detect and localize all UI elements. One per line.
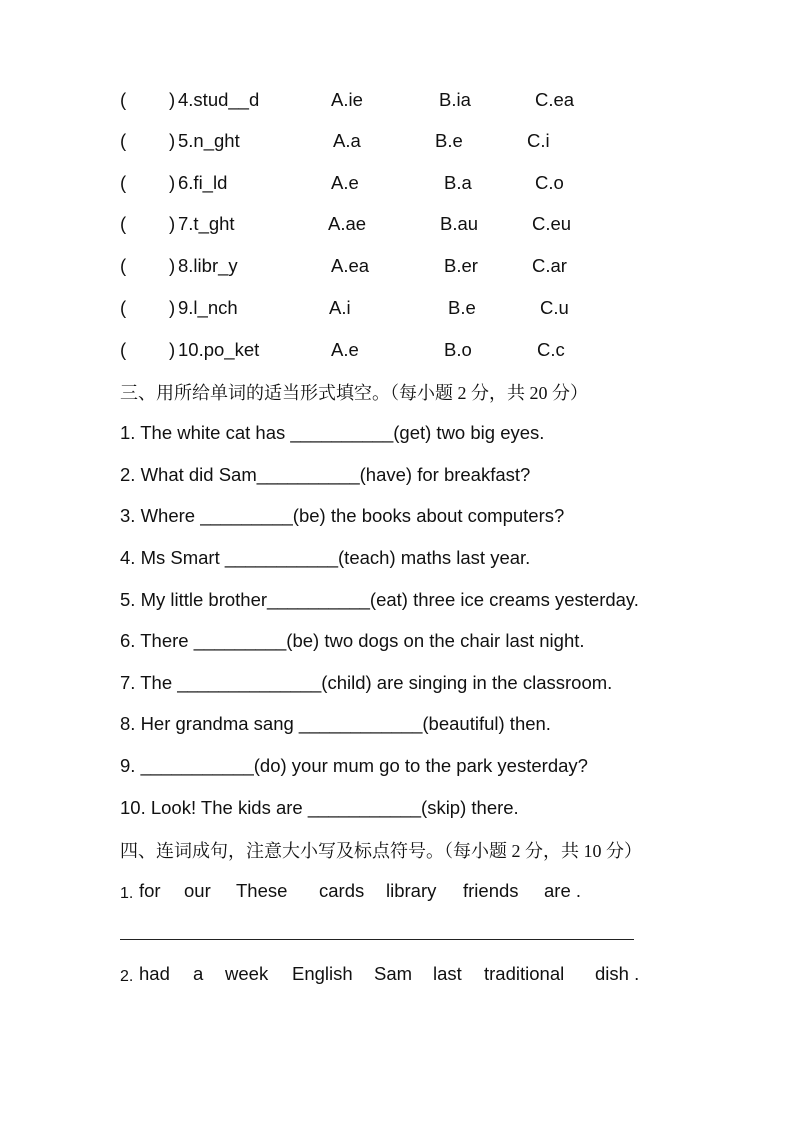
scrambled-word: These <box>236 880 288 901</box>
option-c: C.ar <box>532 255 567 276</box>
answer-paren-open: ( <box>120 130 127 151</box>
scrambled-word: friends <box>463 880 519 901</box>
answer-paren-open: ( <box>120 89 127 110</box>
fill-in-item: 9. ___________(do) your mum go to the park yesterday? <box>120 755 588 776</box>
option-b: B.o <box>444 339 472 360</box>
option-a: A.ie <box>331 89 363 110</box>
section-3-heading: 三、用所给单词的适当形式填空。（每小题 2 分，共 20 分） <box>120 383 588 403</box>
question-stem: 5.n_ght <box>178 130 240 151</box>
answer-paren-close: ) <box>169 213 176 234</box>
answer-paren-close: ) <box>169 172 176 193</box>
option-c: C.i <box>527 130 550 151</box>
option-b: B.e <box>448 297 476 318</box>
section-4-heading: 四、连词成句，注意大小写及标点符号。（每小题 2 分，共 10 分） <box>120 841 642 861</box>
option-b: B.er <box>444 255 478 276</box>
scrambled-word: a <box>193 963 204 984</box>
answer-paren-open: ( <box>120 213 127 234</box>
answer-paren-close: ) <box>169 255 176 276</box>
question-number: 1. <box>120 885 134 902</box>
option-c: C.o <box>535 172 564 193</box>
answer-line[interactable] <box>120 939 634 940</box>
option-b: B.a <box>444 172 472 193</box>
option-b: B.ia <box>439 89 471 110</box>
option-c: C.ea <box>535 89 575 110</box>
answer-paren-close: ) <box>169 339 176 360</box>
answer-paren-close: ) <box>169 130 176 151</box>
answer-paren-open: ( <box>120 172 127 193</box>
scrambled-word: for <box>139 880 161 901</box>
fill-in-item: 10. Look! The kids are ___________(skip) there. <box>120 797 519 818</box>
scrambled-word: library <box>386 880 437 901</box>
scrambled-word: dish . <box>595 963 640 984</box>
fill-in-item: 7. The ______________(child) are singing in the classroom. <box>120 672 613 693</box>
answer-paren-open: ( <box>120 297 127 318</box>
option-a: A.ae <box>328 213 367 234</box>
option-c: C.u <box>540 297 569 318</box>
answer-paren-close: ) <box>169 297 176 318</box>
question-stem: 6.fi_ld <box>178 172 228 193</box>
question-stem: 7.t_ght <box>178 213 235 234</box>
scrambled-word: cards <box>319 880 365 901</box>
option-a: A.i <box>329 297 351 318</box>
option-a: A.e <box>331 172 359 193</box>
option-c: C.eu <box>532 213 572 234</box>
question-stem: 9.l_nch <box>178 297 238 318</box>
scrambled-word: are . <box>544 880 582 901</box>
question-number: 2. <box>120 968 134 985</box>
fill-in-item: 2. What did Sam__________(have) for breakfast? <box>120 464 531 485</box>
question-stem: 4.stud__d <box>178 89 260 110</box>
fill-in-item: 3. Where _________(be) the books about computers? <box>120 505 565 526</box>
option-b: B.e <box>435 130 463 151</box>
answer-paren-open: ( <box>120 339 127 360</box>
fill-in-item: 8. Her grandma sang ____________(beautiful) then. <box>120 713 551 734</box>
option-a: A.e <box>331 339 359 360</box>
scrambled-word: our <box>184 880 211 901</box>
scrambled-word: Sam <box>374 963 413 984</box>
question-stem: 8.libr_y <box>178 255 238 276</box>
scrambled-word: English <box>292 963 353 984</box>
fill-in-item: 6. There _________(be) two dogs on the chair last night. <box>120 630 585 651</box>
scrambled-word: last <box>433 963 462 984</box>
question-stem: 10.po_ket <box>178 339 260 360</box>
fill-in-item: 1. The white cat has __________(get) two big eyes. <box>120 422 545 443</box>
option-b: B.au <box>440 213 479 234</box>
option-c: C.c <box>537 339 565 360</box>
answer-paren-open: ( <box>120 255 127 276</box>
scrambled-word: week <box>225 963 269 984</box>
fill-in-item: 4. Ms Smart ___________(teach) maths last year. <box>120 547 531 568</box>
option-a: A.a <box>333 130 361 151</box>
option-a: A.ea <box>331 255 370 276</box>
fill-in-item: 5. My little brother__________(eat) three ice creams yesterday. <box>120 589 639 610</box>
answer-paren-close: ) <box>169 89 176 110</box>
scrambled-word: traditional <box>484 963 565 984</box>
scrambled-word: had <box>139 963 170 984</box>
